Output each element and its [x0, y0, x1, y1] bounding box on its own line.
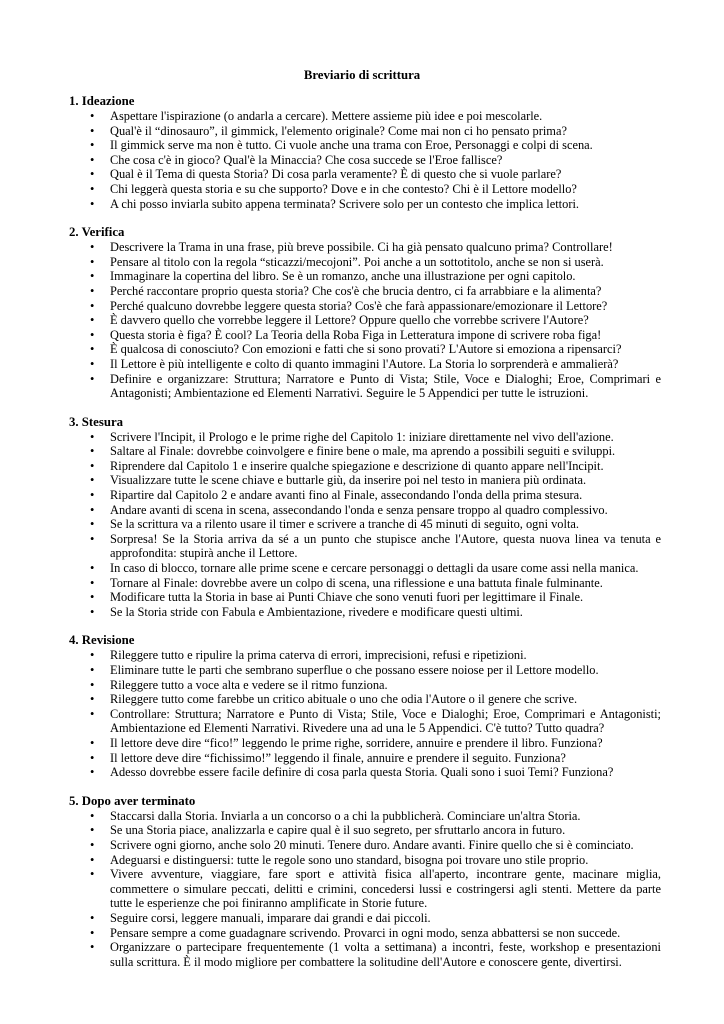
bullet-icon: • [90, 852, 95, 867]
list-item-text: Aspettare l'ispirazione (o andarla a cercare). Mettere assieme più idee e poi mescolarle. [110, 109, 543, 123]
list-item-text: Il Lettore è più intelligente e colto di quanto immagini l'Autore. La Storia lo sorprenderà e ammalierà? [110, 356, 619, 371]
list-item-text: Pensare sempre a come guadagnare scrivendo. Provarci in ogni modo, senza abbattersi se non succede. [110, 925, 621, 940]
list-item-text: Il lettore deve dire “fichissimo!” leggendo il finale, annuire e prendere il seguito. Funziona? [110, 750, 566, 765]
document-body [69, 94, 661, 983]
bullet-icon: • [90, 356, 95, 371]
list-item-text: Staccarsi dalla Storia. Inviarla a un concorso o a chi la pubblicherà. Cominciare un'altra Storia. [110, 808, 581, 823]
list-item [69, 313, 661, 328]
list-item [69, 109, 661, 124]
list-item-text: Riprendere dal Capitolo 1 e inserire qualche spiegazione e descrizione di quanto appare nell'Incipit. [110, 458, 604, 473]
list-item [69, 809, 661, 824]
list-item-text: Visualizzare tutte le scene chiave e buttarle giù, da inserire poi nel testo in maniera più ordinata. [110, 473, 587, 488]
bullet-icon: • [90, 910, 95, 925]
list-item-text: Questa storia è figa? È cool? La Teoria della Roba Figa in Letteratura impone di scrivere roba figa! [110, 327, 602, 342]
bullet-icon: • [90, 823, 95, 838]
list-item-text: Seguire corsi, leggere manuali, imparare dai grandi e dai piccoli. [110, 910, 431, 925]
bullet-icon: • [90, 488, 95, 503]
list-item [69, 503, 661, 518]
list-item [69, 299, 661, 314]
list-item-text: Adesso dovrebbe essere facile definire di cosa parla questa Storia. Quali sono i suoi Temi? Funziona? [110, 765, 614, 780]
bullet-icon: • [90, 429, 95, 444]
list-item [69, 357, 661, 372]
list-item [69, 561, 661, 576]
list-item-text: Perché raccontare proprio questa storia? Che cos'è che brucia dentro, ci fa arrabbiare e la alimenta? [110, 283, 602, 298]
list-item-text: Il gimmick serve ma non è tutto. Ci vuole anche una trama con Eroe, Personaggi e colpi di scena. [110, 138, 593, 153]
list-item-text: Qual'è il “dinosauro”, il gimmick, l'elemento originale? Come mai non ci ho pensato prima? [110, 123, 567, 138]
section-heading: 5. Dopo aver terminato [69, 793, 196, 808]
bullet-icon: • [90, 123, 95, 138]
list-item [69, 473, 661, 488]
list-item [69, 444, 661, 459]
bullet-icon: • [90, 867, 95, 882]
list-item [69, 911, 661, 926]
bullet-icon: • [90, 313, 95, 328]
list-item-text: Rileggere tutto come farebbe un critico abituale o uno che odia l'Autore o il genere che scrive. [110, 692, 578, 707]
bullet-icon: • [90, 240, 95, 255]
section-heading: 1. Ideazione [69, 94, 135, 108]
bullet-list [69, 430, 661, 620]
section-heading: 2. Verifica [69, 225, 125, 240]
list-item-text: A chi posso inviarla subito appena terminata? Scrivere solo per un contesto che implica lettori. [110, 196, 579, 211]
list-item-text: Scrivere ogni giorno, anche solo 20 minuti. Tenere duro. Andare avanti. Finire quello che si è cominciato. [110, 837, 634, 852]
bullet-icon: • [90, 648, 95, 663]
bullet-icon: • [90, 327, 95, 342]
list-item [69, 692, 661, 707]
bullet-icon: • [90, 371, 95, 386]
bullet-icon: • [90, 925, 95, 940]
bullet-icon: • [90, 444, 95, 459]
bullet-icon: • [90, 808, 95, 823]
list-item [69, 197, 661, 212]
list-item [69, 590, 661, 605]
list-item [69, 138, 661, 153]
bullet-list [69, 648, 661, 779]
list-item [69, 751, 661, 766]
document-title: Breviario di scrittura [303, 68, 421, 82]
list-item [69, 678, 661, 693]
bullet-icon: • [90, 604, 95, 619]
list-item [69, 765, 661, 780]
bullet-list [69, 240, 661, 401]
list-item [69, 255, 661, 270]
list-item-text: Adeguarsi e distinguersi: tutte le regole sono uno standard, bisogna poi trovare uno stile proprio. [110, 852, 589, 867]
bullet-icon: • [90, 735, 95, 750]
list-item [69, 663, 661, 678]
list-item-text: Che cosa c'è in gioco? Qual'è la Minaccia? Che cosa succede se l'Eroe fallisce? [110, 152, 503, 167]
list-item [69, 430, 661, 445]
bullet-icon: • [90, 590, 95, 605]
list-item-text: Se una Storia piace, analizzarla e capire qual è il suo segreto, per sfruttarlo ancora in futuro. [110, 823, 566, 838]
list-item [69, 328, 661, 343]
bullet-icon: • [90, 109, 95, 123]
list-item-text: Rileggere tutto e ripulire la prima caterva di errori, imprecisioni, refusi e ripetizioni. [110, 648, 527, 663]
bullet-icon: • [90, 561, 95, 576]
list-item [69, 517, 661, 532]
bullet-icon: • [90, 269, 95, 284]
list-item-text: Organizzare o partecipare frequentemente (1 volta a settimana) a incontri, feste, workshop e presentazioni sulla scrittura. È il modo migliore per combattere la solitudine dell'Autore e conoscere gente, divertirsi. [110, 940, 661, 969]
section-heading: 3. Stesura [69, 414, 124, 429]
list-item-text: Pensare al titolo con la regola “sticazzi/mecojoni”. Poi anche a un sottotitolo, anche se non si userà. [110, 254, 604, 269]
bullet-icon: • [90, 837, 95, 852]
list-item-text: Ripartire dal Capitolo 2 e andare avanti fino al Finale, assecondando l'onda della prima stesura. [110, 488, 583, 503]
list-item [69, 153, 661, 168]
section-5 [69, 794, 661, 970]
list-item-text: Il lettore deve dire “fico!” leggendo le prime righe, sorridere, annuire e prendere il libro. Funziona? [110, 735, 603, 750]
bullet-icon: • [90, 138, 95, 153]
list-item [69, 926, 661, 941]
list-item [69, 269, 661, 284]
section-1 [69, 94, 661, 211]
bullet-icon: • [90, 692, 95, 707]
bullet-icon: • [90, 254, 95, 269]
section-2 [69, 225, 661, 401]
list-item [69, 853, 661, 868]
list-item-text: Descrivere la Trama in una frase, più breve possibile. Ci ha già pensato qualcuno prima? Controllare! [110, 240, 613, 255]
list-item-text: Immaginare la copertina del libro. Se è un romanzo, anche una illustrazione per ogni capitolo. [110, 269, 576, 284]
list-item [69, 707, 661, 736]
list-item [69, 867, 661, 911]
list-item-text: Andare avanti di scena in scena, assecondando l'onda e senza pensare troppo al quadro complessivo. [110, 502, 608, 517]
bullet-icon: • [90, 677, 95, 692]
bullet-icon: • [90, 152, 95, 167]
bullet-list [69, 809, 661, 970]
list-item-text: Qual è il Tema di questa Storia? Di cosa parla veramente? È di questo che si vuole parlare? [110, 167, 562, 182]
list-item-text: Chi leggerà questa storia e su che supporto? Dove e in che contesto? Chi è il Lettore modello? [110, 181, 577, 196]
list-item [69, 182, 661, 197]
list-item [69, 167, 661, 182]
bullet-icon: • [90, 196, 95, 211]
list-item [69, 532, 661, 561]
bullet-icon: • [90, 167, 95, 182]
list-item [69, 240, 661, 255]
list-item [69, 124, 661, 139]
section-heading: 4. Revisione [69, 633, 135, 648]
bullet-icon: • [90, 458, 95, 473]
list-item-text: Vivere avventure, viaggiare, fare sport e attività fisica all'aperto, incontrare gente, macinare miglia, commettere o simulare peccati, delitti e crimini, concedersi lussi e costringersi agli stenti. Mettere da parte tutte le esperienze che poi finiranno amplificate in Storie future. [110, 867, 661, 911]
list-item-text: È qualcosa di conosciuto? Con emozioni e fatti che si sono provati? L'Autore si emoziona a ripensarci? [110, 342, 622, 357]
section-4 [69, 633, 661, 779]
bullet-icon: • [90, 706, 95, 721]
bullet-list [69, 109, 661, 211]
list-item-text: Rileggere tutto a voce alta e vedere se il ritmo funziona. [110, 677, 388, 692]
bullet-icon: • [90, 575, 95, 590]
list-item [69, 823, 661, 838]
list-item-text: Se la scrittura va a rilento usare il timer e scrivere a tranche di 45 minuti di seguito, ogni volta. [110, 517, 579, 532]
list-item [69, 736, 661, 751]
bullet-icon: • [90, 298, 95, 313]
bullet-icon: • [90, 342, 95, 357]
list-item [69, 488, 661, 503]
list-item [69, 342, 661, 357]
section-3 [69, 415, 661, 620]
list-item [69, 838, 661, 853]
list-item-text: Perché qualcuno dovrebbe leggere questa storia? Cos'è che farà appassionare/emozionare il Lettore? [110, 298, 608, 313]
list-item-text: Saltare al Finale: dovrebbe coinvolgere e finire bene o male, ma aprendo a possibili seguiti e sviluppi. [110, 444, 616, 459]
list-item [69, 459, 661, 474]
list-item [69, 648, 661, 663]
bullet-icon: • [90, 473, 95, 488]
bullet-icon: • [90, 531, 95, 546]
list-item-text: È davvero quello che vorrebbe leggere il Lettore? Oppure quello che vorrebbe scrivere l'Autore? [110, 313, 589, 328]
bullet-icon: • [90, 765, 95, 780]
list-item-text: Scrivere l'Incipit, il Prologo e le prime righe del Capitolo 1: iniziare direttamente nel vivo dell'azione. [110, 429, 614, 444]
list-item [69, 605, 661, 620]
bullet-icon: • [90, 283, 95, 298]
list-item-text: Controllare: Struttura; Narratore e Punto di Vista; Stile, Voce e Dialoghi; Eroe, Comprimari e Antagonisti; Ambientazione ed Elementi Narrativi. Rivedere una ad una le 5 Appendici. C'è tutto? Tutto quadra? [110, 706, 661, 736]
list-item-text: Se la Storia stride con Fabula e Ambientazione, rivedere e modificare questi ultimi. [110, 604, 523, 619]
list-item-text: Definire e organizzare: Struttura; Narratore e Punto di Vista; Stile, Voce e Dialoghi; Eroe, Comprimari e Antagonisti; Ambientazione ed Elementi Narrativi. Seguire le 5 Appendici per tutte le istruzioni. [110, 371, 661, 401]
list-item [69, 576, 661, 591]
list-item-text: Tornare al Finale: dovrebbe avere un colpo di scena, una riflessione e una battuta finale fulminante. [110, 575, 603, 590]
bullet-icon: • [90, 940, 95, 955]
bullet-icon: • [90, 663, 95, 677]
bullet-icon: • [90, 517, 95, 532]
bullet-icon: • [90, 750, 95, 765]
bullet-icon: • [90, 502, 95, 517]
list-item-text: Sorpresa! Se la Storia arriva da sé a un punto che stupisce anche l'Autore, questa nuova linea va tenuta e approfondita: stupirà anche il Lettore. [110, 531, 661, 561]
list-item-text: Modificare tutta la Storia in base ai Punti Chiave che sono venuti fuori per legittimare il Finale. [110, 590, 584, 605]
list-item-text: In caso di blocco, tornare alle prime scene e cercare personaggi o dettagli da usare come assi nella manica. [110, 561, 639, 576]
list-item [69, 372, 661, 401]
list-item-text: Eliminare tutte le parti che sembrano superflue o che possano essere noiose per il Lettore modello. [110, 663, 599, 677]
list-item [69, 940, 661, 969]
list-item [69, 284, 661, 299]
bullet-icon: • [90, 181, 95, 196]
